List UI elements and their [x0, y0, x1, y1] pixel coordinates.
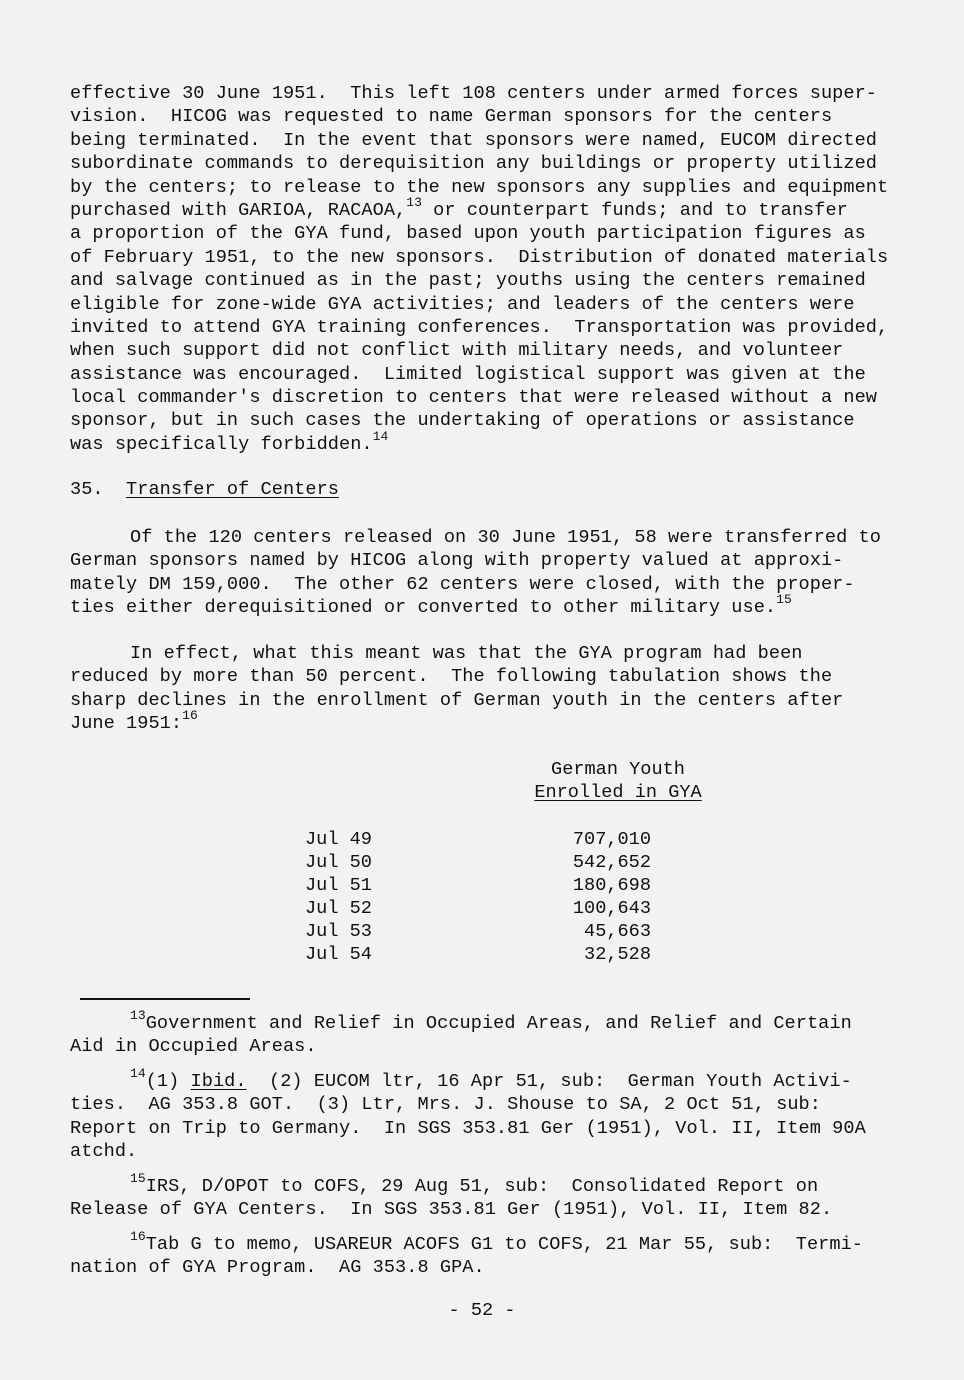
text-line: Report on Trip to Germany. In SGS 353.81 Ger (1951), Vol. II, Item 90A [70, 1117, 866, 1139]
text-line: Release of GYA Centers. In SGS 353.81 Ger (1951), Vol. II, Item 82. [70, 1199, 833, 1221]
table-row [305, 943, 665, 966]
row-value: 45,663 [584, 921, 651, 942]
text-segment: Tab G to memo, USAREUR ACOFS G1 to COFS, 21 Mar 55, sub: Termi- [145, 1234, 864, 1255]
footnote-16 [70, 1228, 950, 1280]
top-paragraph [70, 82, 950, 456]
row-value: 542,652 [572, 852, 651, 873]
text-line: being terminated. In the event that sponsors were named, EUCOM directed [70, 129, 877, 151]
row-value: 707,010 [572, 829, 651, 850]
row-month: Jul 54 [305, 944, 372, 965]
footnote-ref-16: 16 [182, 707, 198, 723]
text-segment: (2) EUCOM ltr, 16 Apr 51, sub: German Youth Activi- [246, 1071, 852, 1092]
text-line: sharp declines in the enrollment of German youth in the centers after [70, 689, 844, 711]
footnote-number: 16 [130, 1228, 146, 1244]
paragraph-transfer [70, 526, 950, 620]
text-line: eligible for zone-wide GYA activities; and leaders of the centers were [70, 293, 855, 315]
table-row [305, 851, 665, 874]
footnote-ref-15: 15 [776, 591, 792, 607]
page-number: - 52 - [448, 1300, 516, 1321]
text-line [70, 591, 950, 619]
table-row [305, 828, 665, 851]
footnote-number: 13 [130, 1007, 146, 1023]
table-row [305, 920, 665, 943]
text-line: vision. HICOG was requested to name German sponsors for the centers [70, 106, 833, 128]
ibid-text: Ibid. [190, 1071, 247, 1092]
footnote-13 [70, 1007, 950, 1059]
paragraph-effect [70, 642, 950, 736]
footnote-ref-14: 14 [372, 428, 389, 444]
text-line: by the centers; to release to the new sponsors any supplies and equipment [70, 176, 889, 198]
table-header-line2: Enrolled in GYA [534, 782, 702, 803]
table-row [305, 874, 665, 897]
text-line: Of the 120 centers released on 30 June 1951, 58 were transferred to [130, 527, 881, 548]
row-month: Jul 52 [305, 898, 372, 919]
text-line: ties. AG 353.8 GOT. (3) Ltr, Mrs. J. Shouse to SA, 2 Oct 51, sub: [70, 1094, 821, 1116]
text-line [70, 194, 950, 222]
text-line: atchd. [70, 1141, 138, 1163]
text-line: when such support did not conflict with military needs, and volunteer [70, 340, 844, 362]
row-month: Jul 49 [305, 829, 372, 850]
text-line: and salvage continued as in the past; youths using the centers remained [70, 270, 866, 292]
row-month: Jul 50 [305, 852, 372, 873]
text-segment: was specifically forbidden. [70, 433, 373, 455]
footnote-14 [70, 1065, 950, 1164]
row-value: 100,643 [572, 898, 651, 919]
text-line: mately DM 159,000. The other 62 centers were closed, with the proper- [70, 573, 855, 595]
row-value: 32,528 [584, 944, 651, 965]
text-line: a proportion of the GYA fund, based upon youth participation figures as [70, 223, 866, 245]
text-line: assistance was encouraged. Limited logistical support was given at the [70, 363, 866, 385]
section-heading [70, 478, 950, 501]
row-month: Jul 53 [305, 921, 372, 942]
table-row [305, 897, 665, 920]
text-segment: purchased with GARIOA, RACAOA, [70, 199, 407, 221]
footnote-ref-13: 13 [406, 194, 422, 210]
row-value: 180,698 [572, 875, 651, 896]
text-line: subordinate commands to derequisition any buildings or property utilized [70, 153, 877, 175]
text-line: sponsor, but in such cases the undertaking of operations or assistance [70, 410, 855, 432]
text-line: Aid in Occupied Areas. [70, 1036, 317, 1058]
text-line: In effect, what this meant was that the GYA program had been [130, 643, 803, 664]
text-line: German sponsors named by HICOG along with property valued at approxi- [70, 550, 844, 572]
text-line [70, 428, 950, 456]
text-segment: June 1951: [70, 713, 183, 735]
text-line: of February 1951, to the new sponsors. Distribution of donated materials [70, 246, 889, 268]
text-line: reduced by more than 50 percent. The following tabulation shows the [70, 666, 833, 688]
text-segment: Government and Relief in Occupied Areas, and Relief and Certain [145, 1013, 852, 1034]
row-month: Jul 51 [305, 875, 372, 896]
text-line: effective 30 June 1951. This left 108 centers under armed forces super- [70, 83, 877, 104]
text-line: invited to attend GYA training conferences. Transportation was provided, [70, 316, 889, 338]
section-number: 35. [70, 479, 104, 500]
text-segment: or counterpart funds; and to transfer [421, 199, 848, 221]
footnote-15 [70, 1170, 950, 1222]
footnote-divider [80, 998, 250, 1000]
text-line [70, 707, 950, 735]
footnote-number: 14 [130, 1065, 146, 1081]
table-header-line1: German Youth [551, 759, 685, 780]
text-segment: ties either derequisitioned or converted to other military use. [70, 597, 777, 619]
section-title: Transfer of Centers [126, 479, 339, 500]
footnote-number: 15 [130, 1170, 146, 1186]
text-segment: IRS, D/OPOT to COFS, 29 Aug 51, sub: Consolidated Report on [145, 1176, 819, 1197]
text-line: local commander's discretion to centers that were released without a new [70, 387, 877, 409]
text-line: nation of GYA Program. AG 353.8 GPA. [70, 1257, 485, 1279]
text-segment: (1) [145, 1071, 191, 1092]
